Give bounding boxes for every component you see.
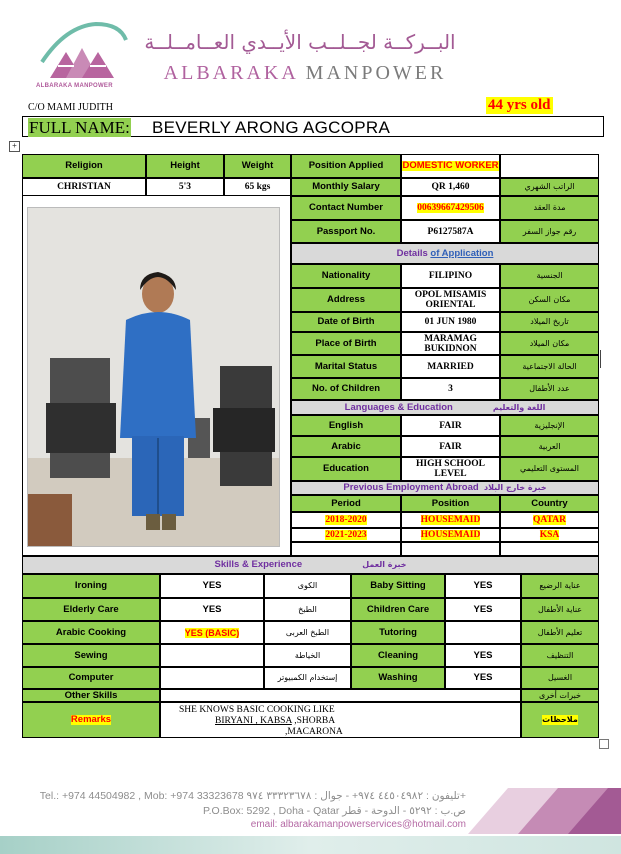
other-skills-arabic: خبرات أخرى xyxy=(521,689,599,702)
arabic-value: FAIR xyxy=(401,436,500,457)
address-value: OPOL MISAMIS ORIENTAL xyxy=(401,288,500,312)
dob-arabic: تاريخ الميلاد xyxy=(500,312,599,332)
employment-row-empty xyxy=(500,542,599,556)
skill-label: Elderly Care xyxy=(22,598,160,621)
skills-header-ar: خبرة العمل xyxy=(362,560,407,569)
company-name-right: MANPOWER xyxy=(305,62,447,84)
marital-value: MARRIED xyxy=(401,355,500,378)
care-of: C/O MAMI JUDITH xyxy=(28,102,113,113)
nationality-value: FILIPINO xyxy=(401,264,500,288)
employment-row-empty xyxy=(291,542,401,556)
remarks-line-2b: ,SHORBA xyxy=(291,716,336,726)
skill-arabic: إستخدام الكمبيوتر xyxy=(264,667,351,689)
english-value: FAIR xyxy=(401,415,500,436)
skill-label: Children Care xyxy=(351,598,445,621)
skill-value: YES xyxy=(160,574,264,598)
skill-label: Ironing xyxy=(22,574,160,598)
skill-arabic: الغسيل xyxy=(521,667,599,689)
skills-header-en: Skills & Experience xyxy=(214,559,303,570)
contact-arabic: مدة العقد xyxy=(500,196,599,220)
position-value: DOMESTIC WORKER xyxy=(402,160,499,171)
marital-arabic: الحالة الاجتماعية xyxy=(500,355,599,378)
languages-header-ar: اللغة والتعليم xyxy=(492,402,546,412)
education-arabic: المستوى التعليمي xyxy=(500,457,599,481)
remarks-arabic: ملاحظات xyxy=(542,715,578,724)
employment-row xyxy=(401,528,500,542)
employment-row xyxy=(291,528,401,542)
employment-country: QATAR xyxy=(533,515,566,525)
passport-label: Passport No. xyxy=(291,220,401,243)
children-label: No. of Children xyxy=(291,378,401,400)
skill-value-cell xyxy=(160,621,264,644)
position-header: Position xyxy=(401,495,500,512)
dob-value: 01 JUN 1980 xyxy=(401,312,500,332)
skill-arabic: عناية الأطفال xyxy=(521,598,599,621)
skill-value xyxy=(445,621,521,644)
english-arabic: الإنجليزية xyxy=(500,415,599,436)
age-badge: 44 yrs old xyxy=(488,97,551,113)
education-value: HIGH SCHOOL LEVEL xyxy=(401,457,500,481)
skill-arabic: التنظيف xyxy=(521,644,599,667)
country-header: Country xyxy=(500,495,599,512)
table-move-handle-icon[interactable]: + xyxy=(9,141,20,152)
english-label: English xyxy=(291,415,401,436)
height-value: 5'3 xyxy=(146,178,224,196)
remarks-value xyxy=(160,702,521,738)
weight-label: Weight xyxy=(224,154,291,178)
remarks-arabic-cell xyxy=(521,702,599,738)
skills-header xyxy=(22,556,599,574)
table-resize-handle-icon[interactable] xyxy=(599,739,609,749)
footer-email: email: albarakamanpowerservices@hotmail.com xyxy=(250,819,466,830)
skill-label: Baby Sitting xyxy=(351,574,445,598)
nationality-arabic: الجنسية xyxy=(500,264,599,288)
skill-value: YES xyxy=(445,574,521,598)
application-header xyxy=(291,243,599,264)
employment-row xyxy=(500,512,599,528)
remarks-line-2a: BIRYANI , KABSA xyxy=(215,716,292,726)
remarks-line-1: SHE KNOWS BASIC COOKING LIKE xyxy=(179,705,335,715)
pob-arabic: مكان الميلاد xyxy=(500,332,599,355)
employment-row-empty xyxy=(401,542,500,556)
employment-header xyxy=(291,481,599,495)
contact-cell xyxy=(401,196,500,220)
position-cell xyxy=(401,154,500,178)
candidate-photo xyxy=(27,207,280,547)
remarks-label: Remarks xyxy=(70,714,112,725)
company-name-left: ALBARAKA xyxy=(163,62,298,84)
skill-value xyxy=(160,644,264,667)
passport-arabic: رقم جواز السفر xyxy=(500,220,599,243)
skill-label: Cleaning xyxy=(351,644,445,667)
remarks-label-cell xyxy=(22,702,160,738)
address-label: Address xyxy=(291,288,401,312)
skill-label: Washing xyxy=(351,667,445,689)
footer-band xyxy=(0,836,621,854)
pob-value: MARAMAG BUKIDNON xyxy=(401,332,500,355)
blank-cell xyxy=(500,154,599,178)
address-arabic: مكان السكن xyxy=(500,288,599,312)
footer-phone: Tel.: +974 44504982 , Mob: +974 33323678 تليفون : ٤٤٥٠٤٩٨٢ ٩٧٤+ - جوال : ٣٣٣٢٣٦٧٨ ٩٧٤+ xyxy=(39,790,466,802)
skill-arabic: الخياطة xyxy=(264,644,351,667)
religion-label: Religion xyxy=(22,154,146,178)
employment-row xyxy=(500,528,599,542)
other-skills-value xyxy=(160,689,521,702)
full-name-label: FULL NAME: xyxy=(29,118,130,137)
skill-value: YES (BASIC) xyxy=(184,627,240,638)
skill-arabic: تعليم الأطفال xyxy=(521,621,599,644)
full-name-value: BEVERLY ARONG AGCOPRA xyxy=(152,118,391,137)
nationality-label: Nationality xyxy=(291,264,401,288)
employment-header-ar: خبرة خارج البلاد xyxy=(483,483,547,492)
cursor-caret xyxy=(600,350,601,368)
employment-row xyxy=(291,512,401,528)
children-arabic: عدد الأطفال xyxy=(500,378,599,400)
skill-label: Sewing xyxy=(22,644,160,667)
period-header: Period xyxy=(291,495,401,512)
salary-value: QR 1,460 xyxy=(401,178,500,196)
dob-label: Date of Birth xyxy=(291,312,401,332)
contact-label: Contact Number xyxy=(291,196,401,220)
skill-value xyxy=(160,667,264,689)
skill-value: YES xyxy=(160,598,264,621)
employment-period: 2021-2023 xyxy=(325,530,367,540)
skill-label: Tutoring xyxy=(351,621,445,644)
skill-value: YES xyxy=(445,667,521,689)
logo-caption: ALBARAKA MANPOWER xyxy=(36,83,113,89)
arabic-arabic: العربية xyxy=(500,436,599,457)
company-logo xyxy=(36,18,128,88)
skill-value: YES xyxy=(445,644,521,667)
weight-value: 65 kgs xyxy=(224,178,291,196)
salary-arabic: الراتب الشهري xyxy=(500,178,599,196)
salary-label: Monthly Salary xyxy=(291,178,401,196)
passport-value: P6127587A xyxy=(401,220,500,243)
skill-arabic: الكوى xyxy=(264,574,351,598)
application-header-prefix: Details xyxy=(396,247,428,259)
footer-decoration xyxy=(448,788,621,834)
other-skills-label: Other Skills xyxy=(22,689,160,702)
skill-label: Arabic Cooking xyxy=(22,621,160,644)
education-label: Education xyxy=(291,457,401,481)
contact-value: 00639667429506 xyxy=(417,203,484,213)
languages-header xyxy=(291,400,599,415)
children-value: 3 xyxy=(401,378,500,400)
pob-label: Place of Birth xyxy=(291,332,401,355)
skill-arabic: عناية الرضيع xyxy=(521,574,599,598)
arabic-label: Arabic xyxy=(291,436,401,457)
height-label: Height xyxy=(146,154,224,178)
skill-arabic: الطبخ xyxy=(264,598,351,621)
skill-arabic: الطبخ العربى xyxy=(264,621,351,644)
languages-header-en: Languages & Education xyxy=(344,401,453,413)
footer-pobox: P.O.Box: 5292 , Doha - Qatar ص.ب : ٥٢٩٢ - الدوحة - قطر xyxy=(202,805,466,817)
religion-value: CHRISTIAN xyxy=(22,178,146,196)
remarks-line-3: ,MACARONA xyxy=(285,727,343,737)
employment-header-en: Previous Employment Abroad xyxy=(343,482,479,493)
employment-position: HOUSEMAID xyxy=(420,515,481,525)
employment-position: HOUSEMAID xyxy=(420,530,481,540)
arabic-company-name: البــركــة لجــلــب الأيــدي العــامــلــة xyxy=(144,30,456,54)
skill-value: YES xyxy=(445,598,521,621)
english-company-name xyxy=(140,62,470,85)
employment-country: KSA xyxy=(539,530,560,540)
position-label: Position Applied xyxy=(291,154,401,178)
skill-label: Computer xyxy=(22,667,160,689)
marital-label: Marital Status xyxy=(291,355,401,378)
employment-period: 2018-2020 xyxy=(325,515,367,525)
application-header-suffix: of Application xyxy=(430,247,494,259)
employment-row xyxy=(401,512,500,528)
